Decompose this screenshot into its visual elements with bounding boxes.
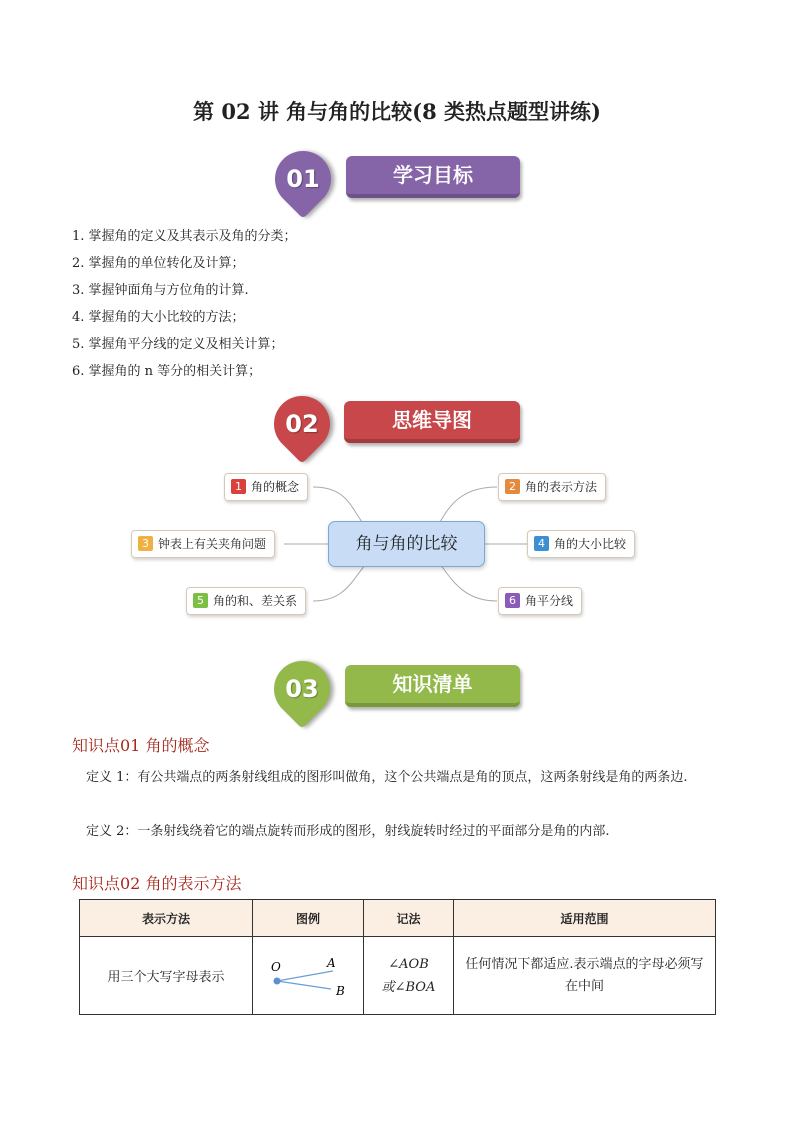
notation-2: 或∠BOA <box>381 979 436 995</box>
node-label: 角的概念 <box>251 480 300 494</box>
mindmap-node-2 <box>498 473 606 501</box>
mindmap-node-1 <box>224 473 308 501</box>
section-banner-mindmap: 思维导图 <box>344 401 520 443</box>
vertex-dot <box>274 977 281 984</box>
section-badge-number: 03 <box>285 675 319 703</box>
table-cell-scope: 任何情况下都适应.表示端点的字母必须写在中间 <box>454 937 716 1015</box>
goal-item: 3. 掌握钟面角与方位角的计算. <box>72 283 249 298</box>
node-number: 2 <box>505 479 520 494</box>
section-badge-number: 02 <box>285 410 319 438</box>
definition-1: 定义 1：有公共端点的两条射线组成的图形叫做角，这个公共端点是角的顶点，这两条射线是角的两条边. <box>86 770 688 785</box>
mindmap-center: 角与角的比较 <box>328 521 485 567</box>
goal-item: 5. 掌握角平分线的定义及相关计算； <box>72 337 284 352</box>
node-label: 角的和、差关系 <box>213 594 298 608</box>
page-title: 第 02 讲 角与角的比较(8 类热点题型讲练) <box>193 99 601 124</box>
node-number: 6 <box>505 593 520 608</box>
label-b: B <box>336 983 345 998</box>
section-banner-goals: 学习目标 <box>346 156 520 198</box>
node-number: 4 <box>534 536 549 551</box>
label-a: A <box>327 955 336 970</box>
table-header: 适用范围 <box>454 900 716 937</box>
mindmap-node-4 <box>527 530 635 558</box>
mindmap-node-3 <box>131 530 275 558</box>
section-badge-number: 01 <box>286 165 320 193</box>
table-cell-notation <box>364 937 454 1015</box>
table-cell-figure <box>253 937 364 1015</box>
mindmap-node-6 <box>498 587 582 615</box>
definition-2: 定义 2：一条射线绕着它的端点旋转而形成的图形，射线旋转时经过的平面部分是角的内部. <box>86 824 610 839</box>
notation-1: ∠AOB <box>388 956 429 972</box>
mindmap-node-5 <box>186 587 306 615</box>
node-label: 角的大小比较 <box>554 537 627 551</box>
label-o: O <box>271 959 281 974</box>
table-header: 记法 <box>364 900 454 937</box>
node-number: 1 <box>231 479 246 494</box>
table-header: 图例 <box>253 900 364 937</box>
goal-item: 1. 掌握角的定义及其表示及角的分类； <box>72 229 297 244</box>
goal-item: 2. 掌握角的单位转化及计算； <box>72 256 245 271</box>
table-header-row <box>80 900 716 937</box>
angle-figure <box>263 949 353 999</box>
section-banner-knowledge: 知识清单 <box>345 665 520 707</box>
node-label: 钟表上有关夹角问题 <box>158 537 267 551</box>
table-header: 表示方法 <box>80 900 253 937</box>
node-label: 角平分线 <box>525 594 574 608</box>
node-number: 5 <box>193 593 208 608</box>
node-number: 3 <box>138 536 153 551</box>
table-row <box>80 937 716 1015</box>
angle-notation-table <box>79 899 716 1015</box>
goal-item: 6. 掌握角的 n 等分的相关计算； <box>72 364 262 379</box>
node-label: 角的表示方法 <box>525 480 598 494</box>
knowledge-point-heading: 知识点01 角的概念 <box>72 736 210 755</box>
table-cell-method: 用三个大写字母表示 <box>80 937 253 1015</box>
knowledge-point-heading: 知识点02 角的表示方法 <box>72 874 242 893</box>
goal-item: 4. 掌握角的大小比较的方法； <box>72 310 245 325</box>
